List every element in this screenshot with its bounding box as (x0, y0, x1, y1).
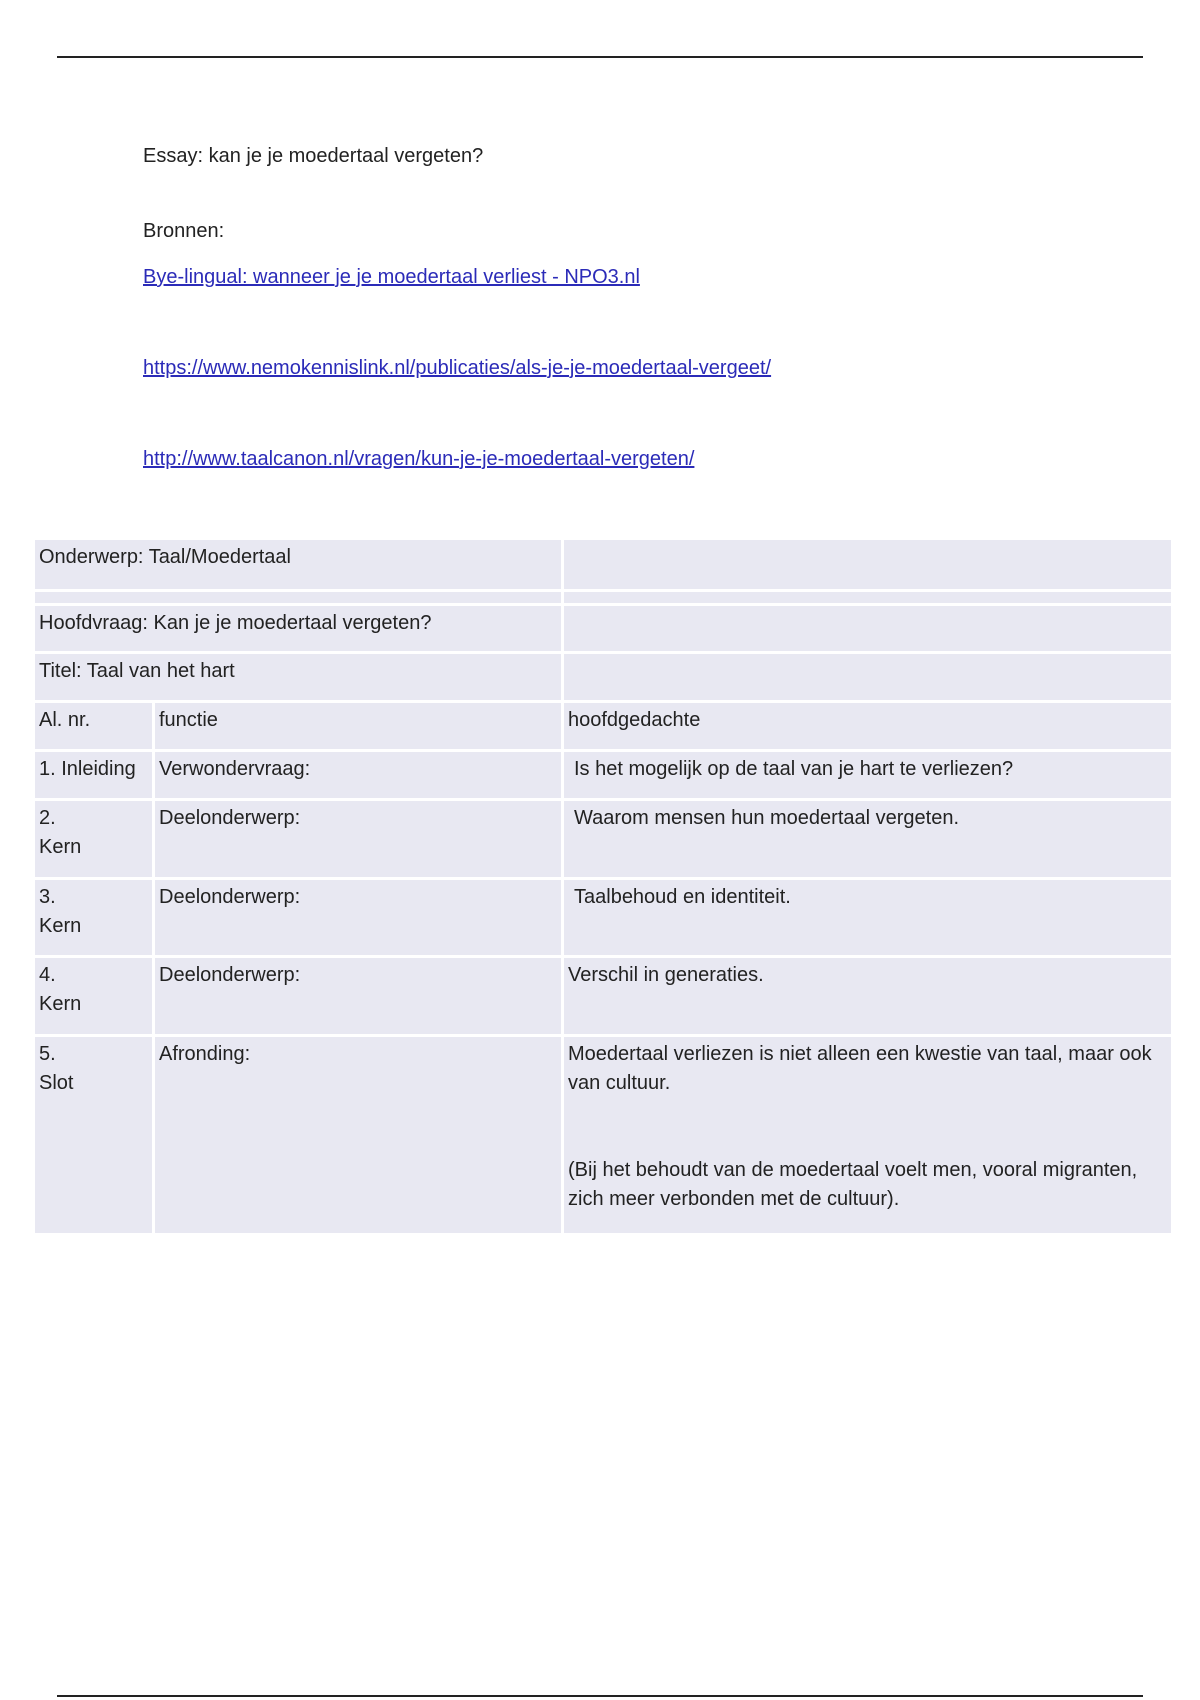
row-functie: Verwondervraag: (155, 752, 561, 798)
empty-cell (35, 592, 561, 603)
row-nr-num: 4. (39, 964, 56, 986)
header-al-nr: Al. nr. (35, 703, 152, 749)
row-hoofdgedachte: Taalbehoud en identiteit. (564, 880, 1171, 955)
row-functie: Deelonderwerp: (155, 958, 561, 1034)
slot-hoofdgedachte: Moedertaal verliezen is niet alleen een kwestie van taal, maar ook van cultuur. (568, 1043, 1152, 1094)
header-hoofdgedachte: hoofdgedachte (564, 703, 1171, 749)
source-link-taalcanon[interactable]: http://www.taalcanon.nl/vragen/kun-je-je-moedertaal-vergeten/ (143, 448, 695, 470)
header-functie: functie (155, 703, 561, 749)
row-nr-num: 5. (39, 1043, 56, 1065)
row-functie: Deelonderwerp: (155, 801, 561, 877)
row-nr-num: 1. Inleiding (39, 758, 136, 780)
table-header-row (35, 703, 1171, 749)
row-nr-part: Slot (39, 1072, 74, 1094)
table-row (35, 540, 1171, 589)
titel-cell: Titel: Taal van het hart (35, 654, 561, 700)
table-row (35, 880, 1171, 955)
empty-cell (564, 592, 1171, 603)
row-hoofdgedachte: Waarom mensen hun moedertaal vergeten. (564, 801, 1171, 877)
hoofdvraag-cell: Hoofdvraag: Kan je je moedertaal vergeten? (35, 606, 561, 651)
row-functie: Afronding: (155, 1037, 561, 1233)
row-nr-num: 3. (39, 886, 56, 908)
row-nr-part: Kern (39, 915, 82, 937)
source-link-npo3[interactable]: Bye-lingual: wanneer je je moedertaal verliest - NPO3.nl (143, 266, 640, 288)
onderwerp-cell: Onderwerp: Taal/Moedertaal (35, 540, 561, 589)
row-nr-part: Kern (39, 993, 82, 1015)
table-row (35, 801, 1171, 877)
slot-toelichting: (Bij het behoudt van de moedertaal voelt men, vooral migranten, zich meer verbonden met de cultuur). (568, 1159, 1138, 1210)
table-row (35, 752, 1171, 798)
row-nr-num: 2. (39, 807, 56, 829)
table-row (35, 592, 1171, 603)
sources-label: Bronnen: (143, 220, 225, 242)
essay-outline-table (32, 537, 1174, 1236)
essay-title: Essay: kan je je moedertaal vergeten? (143, 145, 484, 167)
table-row (35, 654, 1171, 700)
row-hoofdgedachte: Is het mogelijk op de taal van je hart te verliezen? (564, 752, 1171, 798)
row-hoofdgedachte (564, 1037, 1171, 1233)
row-nr-part: Kern (39, 836, 82, 858)
empty-cell (564, 540, 1171, 589)
header-rule (57, 56, 1143, 58)
table-row (35, 606, 1171, 651)
footer-rule (57, 1695, 1143, 1697)
row-nr (35, 1037, 152, 1233)
row-hoofdgedachte: Verschil in generaties. (564, 958, 1171, 1034)
row-nr (35, 880, 152, 955)
row-nr (35, 752, 152, 798)
empty-cell (564, 654, 1171, 700)
row-nr (35, 958, 152, 1034)
row-functie: Deelonderwerp: (155, 880, 561, 955)
source-link-nemokennislink[interactable]: https://www.nemokennislink.nl/publicaties/als-je-je-moedertaal-vergeet/ (143, 357, 772, 379)
empty-cell (564, 606, 1171, 651)
table-row (35, 958, 1171, 1034)
table-row (35, 1037, 1171, 1233)
row-nr (35, 801, 152, 877)
